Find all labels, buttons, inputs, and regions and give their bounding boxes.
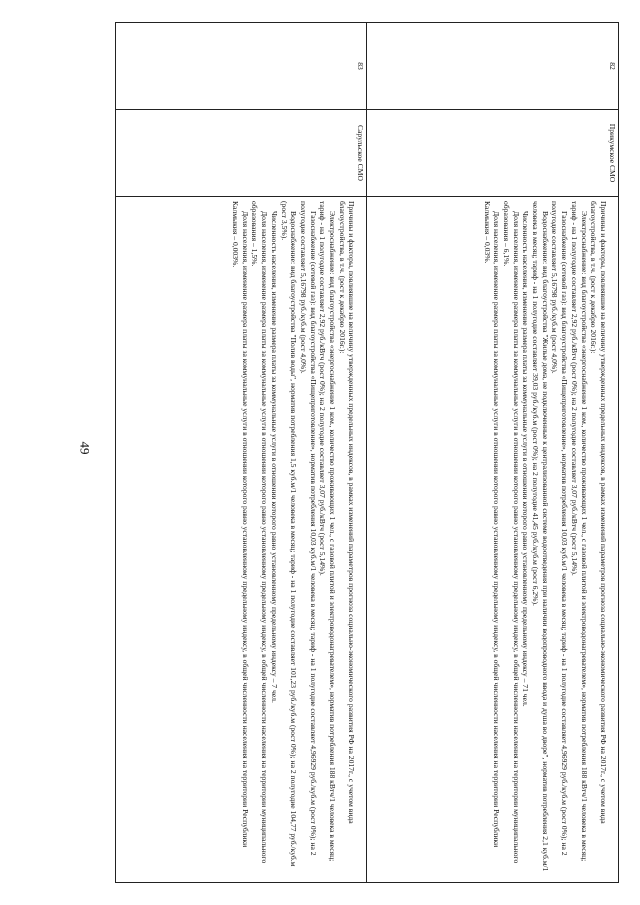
paragraph: Электроснабжение: вид благоустройства «энергоснабжение 1 ком., количество проживающих 1 чел., с газовой плитой и электроводонагревателем», норматив потребления 188 кВтч/1 человека в месяц; тариф - на 1 полугодие составляет 2,92 руб./кВтч (рост 0%); на 2 полугодие составляет 3,07 руб./кВтч (рост 5,14%). [569,201,589,862]
paragraph: Доля населения, изменение размера платы за коммунальные услуги в отношении которого равно установленному предельному индексу, в общей численности населения на территории Республики Калмыкия – 0,03%. [482,201,502,848]
municipality-name: Сарульское СМО [116,110,368,197]
paragraph: Доля населения, изменение размера платы за коммунальные услуги в отношении которого равно установленному предельному индексу, в общей численности населения на территории Республики Калмыкия – 0,003%. [231,201,250,848]
landscape-table-container [115,22,619,883]
paragraph: Причины и факторы, повлиявшие на величину утвержденных предельных индексов, в рамках изменений параметров прогноза социально-экономического развития РФ на 2017г., с учетом вида благоустройства, в т.ч. (рост к декабрю 2016г.): [589,201,608,824]
paragraph: Газоснабжение (сетевой газ): вид благоустройства «Пищеприготовление», норматив потребления 10,03 куб.м/1 человека в месяц; тариф - на 1 полугодие составляет 4,96929 руб./куб.м (рост 0%); на 2 полугодие составляет 5,16798 руб./куб.м (рост 4,0%). [298,201,318,856]
row-number: 82 [367,23,619,110]
table-row [367,23,619,883]
page-number: 49 [77,441,93,455]
table-row [116,23,368,883]
paragraph: Причины и факторы, повлиявшие на величину утвержденных предельных индексов, в рамках изменений параметров прогноза социально-экономического развития РФ на 2017г., с учетом вида благоустройства, в т.ч. (рост к декабрю 2016г.): [337,201,357,824]
description-cell [116,197,368,883]
paragraph: Численность населения, изменение размера платы за коммунальные услуги в отношении которого равно установленному предельному индексу – 71 чел. [521,211,531,707]
paragraph: Электроснабжение: вид благоустройства «энергоснабжение 1 ком., количество проживающих 1 чел., с газовой плитой и электроводонагревателем», норматив потребления 188 кВтч/1 человека в месяц; тариф - на 1 полугодие составляет 2,92 руб./кВтч (рост 0%); на 2 полугодие составляет 3,07 руб./кВтч (рост 5,14%). [318,201,338,862]
paragraph: Численность населения, изменение размера платы за коммунальные услуги в отношении которого равно установленному предельному индексу – 7 чел. [269,211,279,703]
paragraph: Доля населения, изменение размера платы за коммунальные услуги в отношении которого равно установленному предельному индексу, в общей численности населения на территории муниципального образования – 1,5%. [250,201,270,864]
rotated-page [115,22,619,883]
tariff-table [115,22,619,883]
paragraph: Водоснабжение: вид благоустройства "Полив воды", норматив потребления 1,5 куб.м/1 человека в месяц; тариф - на 1 полугодие составляет 101,23 руб./куб.м (рост 0%); на 2 полугодие 104,77 руб./куб.м (рост 3,5%). [279,201,299,867]
row-number: 83 [116,23,368,110]
paragraph: Газоснабжение (сетевой газ): вид благоустройства «Пищеприготовление», норматив потребления 10,03 куб.м/1 человека в месяц; тариф - на 1 полугодие составляет 4,96929 руб./куб.м (рост 0%); на 2 полугодие составляет 5,16798 руб./куб.м (рост 4,0%). [550,201,570,856]
description-cell [367,197,619,883]
paragraph: Водоснабжение: вид благоустройства "Жилые дома, не подключенные к централизованной системе водоотведения при наличии водопроводного ввода и душа во дворе", норматив потребления 2,1 куб.м/1 человека в месяц; тариф - на 1 полугодие составляет 39,03 руб./куб.м (рост 0%); на 2 полугодие 41,45 руб./куб.м (рост 6,2%). [531,201,550,872]
paragraph: Доля населения, изменение размера платы за коммунальные услуги в отношении которого равно установленному предельному индексу, в общей численности населения на территории муниципального образования – 6,1%. [501,201,521,864]
municipality-name: Прикумское СМО [367,110,619,197]
